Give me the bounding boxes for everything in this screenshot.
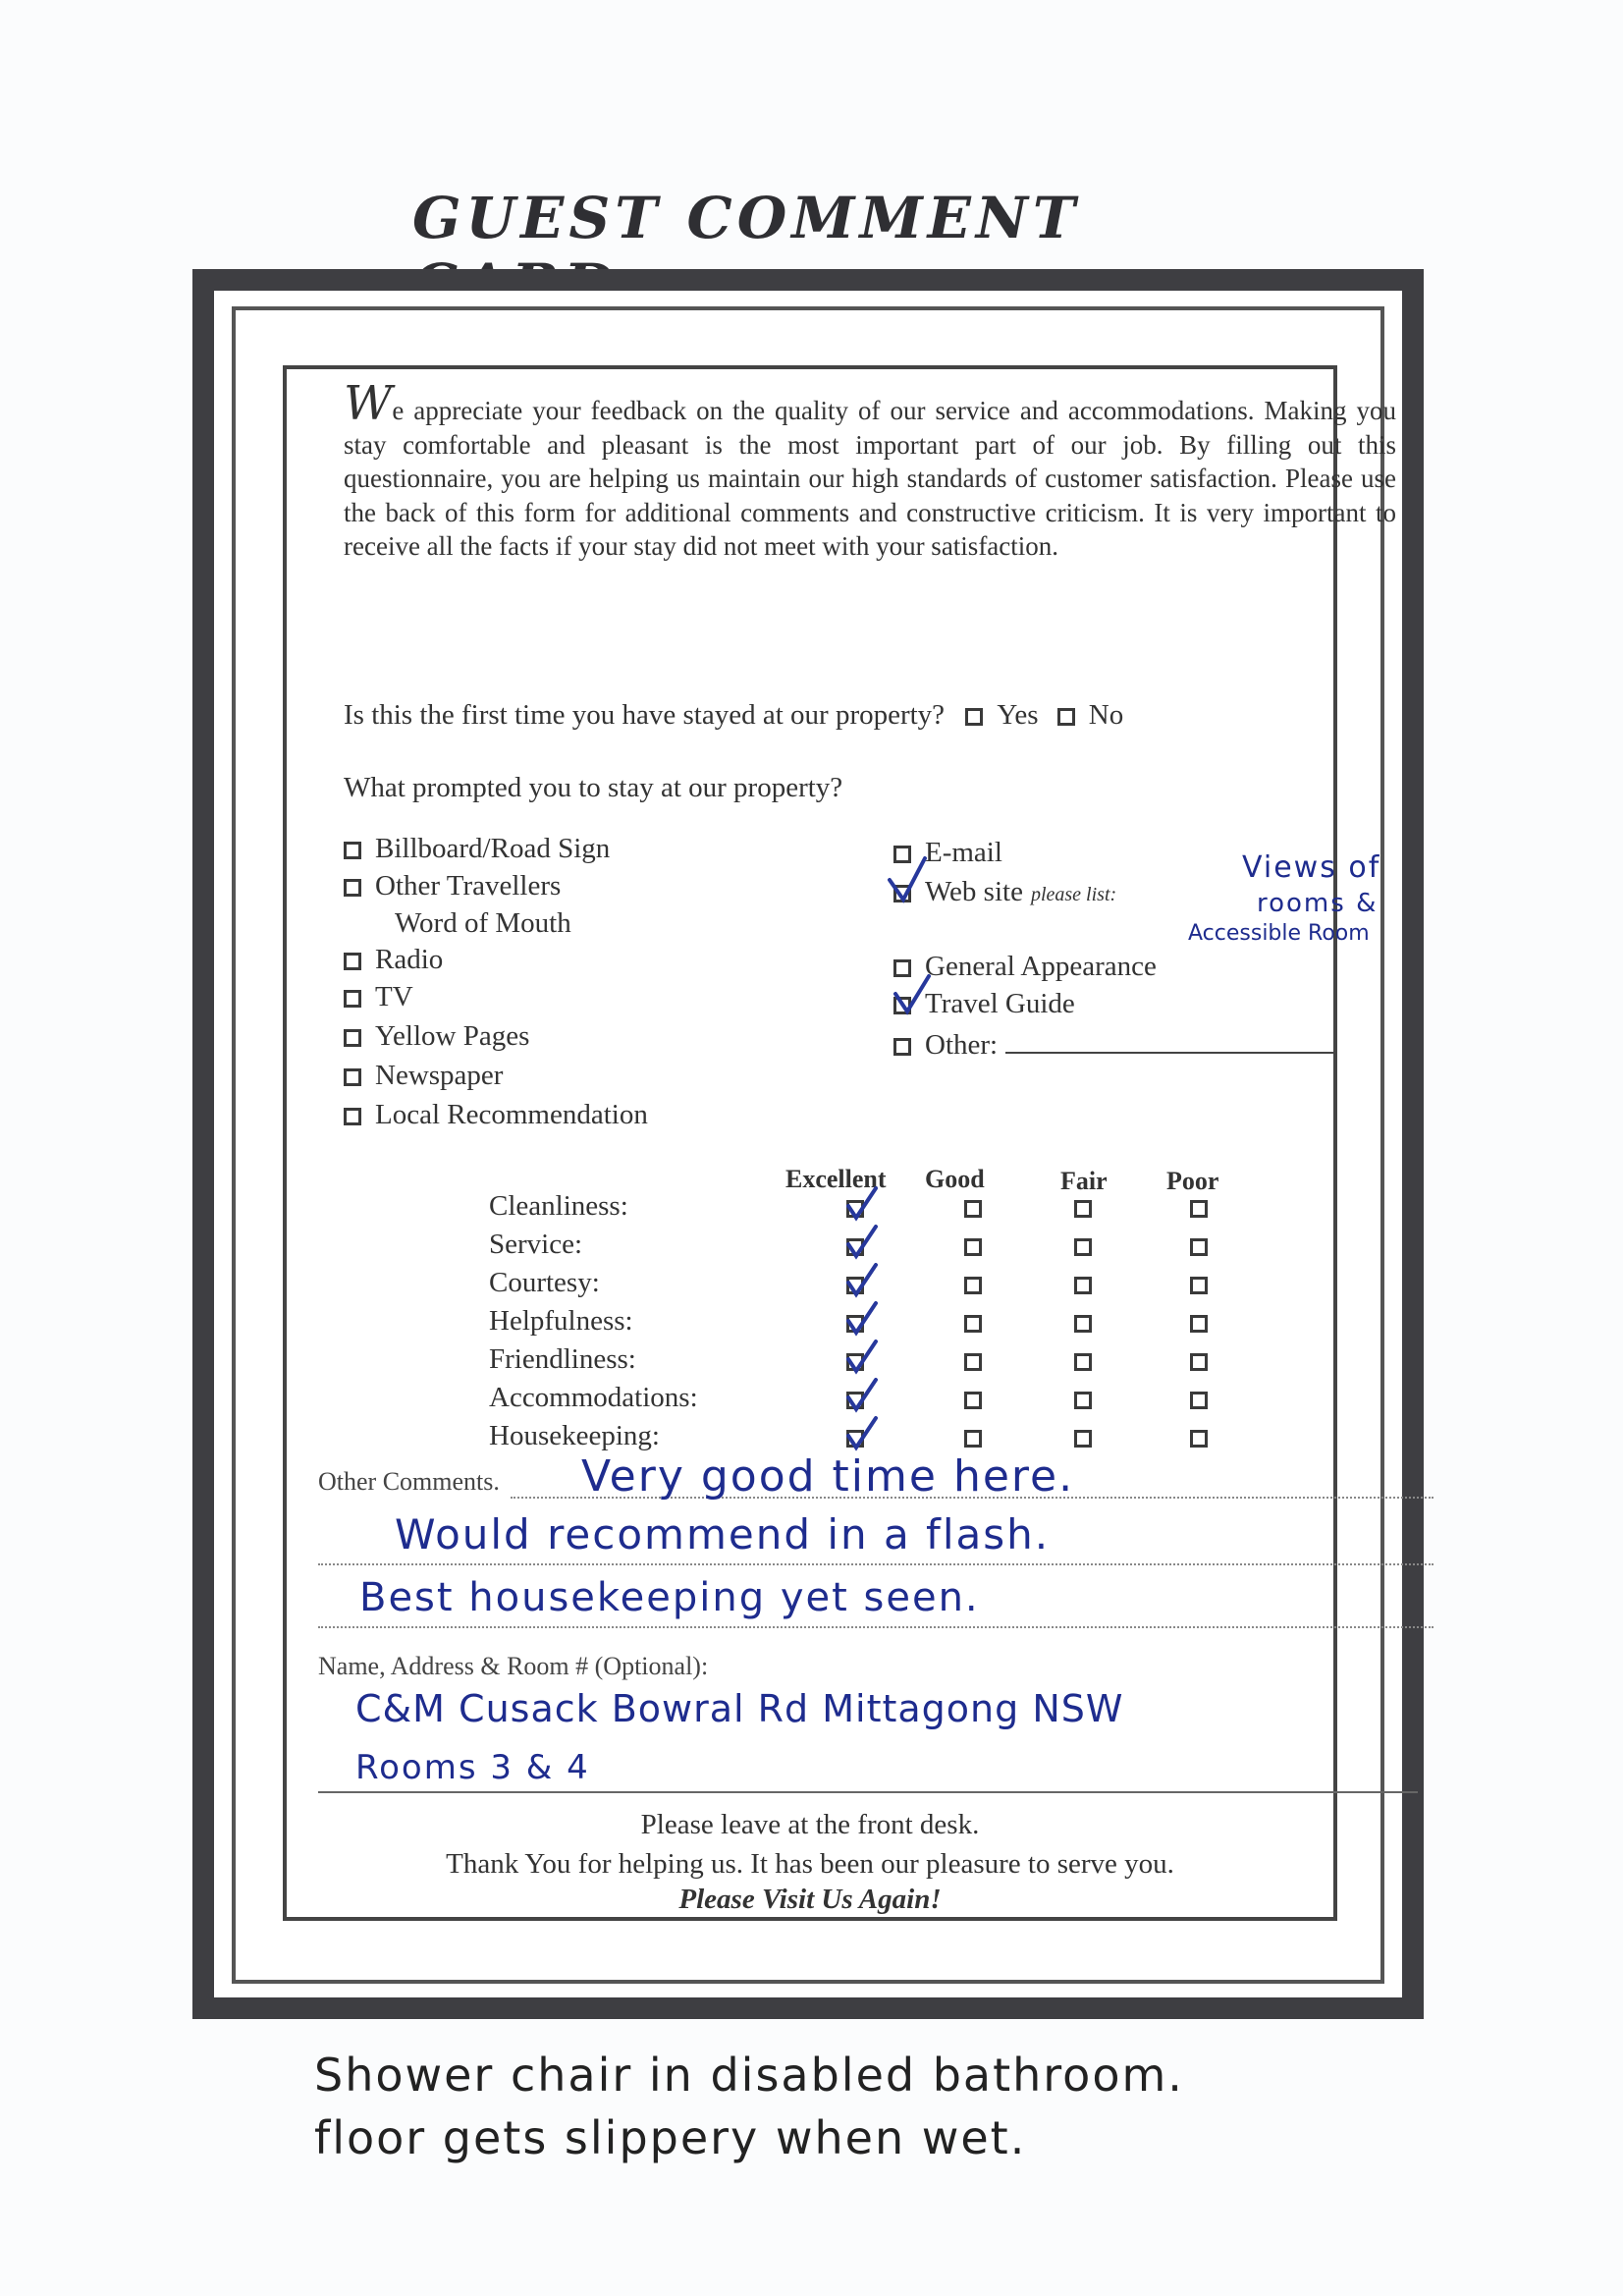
- comments-line-3: [318, 1626, 1434, 1628]
- option-tv-label: TV: [375, 981, 413, 1012]
- option-radio-label: Radio: [375, 944, 444, 975]
- rating-checkbox-cleanliness-poor[interactable]: [1190, 1200, 1208, 1218]
- criterion-friendliness: Friendliness:: [489, 1343, 636, 1375]
- website-checkmark-icon: [884, 854, 931, 905]
- name-answer-2: Rooms 3 & 4: [355, 1748, 590, 1787]
- option-billboard-label: Billboard/Road Sign: [375, 833, 611, 864]
- option-website-label: Web site: [925, 876, 1023, 907]
- other-comments-label: Other Comments.: [318, 1467, 500, 1496]
- no-label: No: [1088, 699, 1124, 731]
- rating-tick-cleanliness-icon: [844, 1186, 880, 1222]
- rating-checkbox-helpfulness-fair[interactable]: [1074, 1315, 1092, 1333]
- rating-checkbox-accommodations-good[interactable]: [964, 1392, 982, 1409]
- criterion-housekeeping: Housekeeping:: [489, 1420, 660, 1451]
- rating-checkbox-friendliness-good[interactable]: [964, 1353, 982, 1371]
- bottom-note-1: Shower chair in disabled bathroom.: [314, 2049, 1184, 2102]
- option-travel-guide-label: Travel Guide: [925, 988, 1075, 1019]
- rating-tick-accommodations-icon: [844, 1378, 880, 1413]
- other-checkbox[interactable]: [893, 1038, 911, 1056]
- rating-checkbox-courtesy-fair[interactable]: [1074, 1277, 1092, 1294]
- criterion-courtesy: Courtesy:: [489, 1267, 600, 1298]
- card-title: GUEST COMMENT: [412, 185, 1081, 251]
- footer-thank-you: Thank You for helping us. It has been our pleasure to serve you.: [446, 1848, 1174, 1880]
- rating-checkbox-helpfulness-poor[interactable]: [1190, 1315, 1208, 1333]
- rating-checkbox-accommodations-fair[interactable]: [1074, 1392, 1092, 1409]
- option-local-recommendation[interactable]: [344, 1099, 648, 1131]
- newspaper-checkbox[interactable]: [344, 1068, 361, 1086]
- option-yellow-pages[interactable]: [344, 1020, 529, 1053]
- option-billboard[interactable]: [344, 833, 610, 865]
- option-other-travellers-label: Other Travellers: [375, 870, 562, 902]
- local-recommendation-checkbox[interactable]: [344, 1108, 361, 1125]
- yellow-pages-checkbox[interactable]: [344, 1029, 361, 1047]
- website-answer-1: Views of: [1242, 850, 1381, 885]
- comments-answer-1: Very good time here.: [581, 1451, 1075, 1502]
- rating-checkbox-courtesy-poor[interactable]: [1190, 1277, 1208, 1294]
- criterion-cleanliness: Cleanliness:: [489, 1190, 628, 1222]
- first-time-question: Is this the first time you have stayed at our property?: [344, 699, 946, 731]
- option-radio[interactable]: [344, 944, 443, 976]
- rating-tick-service-icon: [844, 1225, 880, 1260]
- rating-tick-friendliness-icon: [844, 1339, 880, 1375]
- rating-header-poor: Poor: [1166, 1167, 1219, 1195]
- option-tv[interactable]: [344, 981, 413, 1013]
- criterion-helpfulness: Helpfulness:: [489, 1305, 633, 1337]
- rating-checkbox-service-poor[interactable]: [1190, 1238, 1208, 1256]
- option-general-appearance[interactable]: [893, 951, 1157, 983]
- rating-checkbox-cleanliness-fair[interactable]: [1074, 1200, 1092, 1218]
- option-general-appearance-label: General Appearance: [925, 951, 1157, 982]
- footer-leave-desk: Please leave at the front desk.: [640, 1809, 980, 1840]
- rating-header-excellent: Excellent: [785, 1165, 887, 1193]
- other-travellers-checkbox[interactable]: [344, 879, 361, 897]
- intro-paragraph: [344, 376, 1396, 564]
- option-other-travellers[interactable]: [344, 870, 561, 902]
- name-address-label: Name, Address & Room # (Optional):: [318, 1652, 709, 1680]
- intro-dropcap: W: [344, 376, 393, 431]
- option-word-of-mouth-label: Word of Mouth: [395, 907, 571, 939]
- rating-tick-courtesy-icon: [844, 1263, 880, 1298]
- website-answer-3: Accessible Room: [1188, 921, 1370, 946]
- option-newspaper[interactable]: [344, 1060, 503, 1092]
- website-hint: please list:: [1030, 884, 1117, 905]
- option-other-label: Other:: [925, 1029, 999, 1061]
- option-other[interactable]: [893, 1029, 1335, 1062]
- yes-label: Yes: [997, 699, 1039, 731]
- rating-checkbox-cleanliness-good[interactable]: [964, 1200, 982, 1218]
- option-yellow-pages-label: Yellow Pages: [375, 1020, 530, 1052]
- rating-checkbox-housekeeping-good[interactable]: [964, 1430, 982, 1448]
- option-newspaper-label: Newspaper: [375, 1060, 504, 1091]
- name-answer-1: C&M Cusack Bowral Rd Mittagong NSW: [355, 1687, 1124, 1730]
- tv-checkbox[interactable]: [344, 990, 361, 1008]
- bottom-note-2: floor gets slippery when wet.: [314, 2111, 1027, 2164]
- other-input-line[interactable]: [1005, 1032, 1335, 1054]
- option-local-recommendation-label: Local Recommendation: [375, 1099, 648, 1130]
- rating-checkbox-helpfulness-good[interactable]: [964, 1315, 982, 1333]
- footer-visit-again: Please Visit Us Again!: [678, 1884, 942, 1915]
- no-checkbox[interactable]: [1057, 708, 1075, 726]
- comments-answer-2: Would recommend in a flash.: [395, 1510, 1051, 1558]
- name-line-2: [318, 1791, 1418, 1793]
- rating-checkbox-service-fair[interactable]: [1074, 1238, 1092, 1256]
- radio-checkbox[interactable]: [344, 953, 361, 970]
- billboard-checkbox[interactable]: [344, 842, 361, 859]
- first-time-question-row: [344, 699, 1123, 732]
- rating-checkbox-housekeeping-fair[interactable]: [1074, 1430, 1092, 1448]
- rating-header-fair: Fair: [1060, 1167, 1108, 1195]
- rating-checkbox-housekeeping-poor[interactable]: [1190, 1430, 1208, 1448]
- yes-checkbox[interactable]: [965, 708, 983, 726]
- travel-guide-checkmark-icon: [892, 972, 933, 1015]
- criterion-accommodations: Accommodations:: [489, 1382, 698, 1413]
- comments-answer-3: Best housekeeping yet seen.: [359, 1575, 980, 1620]
- website-answer-2: rooms &: [1257, 889, 1379, 918]
- rating-tick-housekeeping-icon: [844, 1416, 880, 1451]
- option-email-text: E-mail: [925, 837, 1002, 868]
- rating-checkbox-friendliness-poor[interactable]: [1190, 1353, 1208, 1371]
- rating-checkbox-courtesy-good[interactable]: [964, 1277, 982, 1294]
- criterion-service: Service:: [489, 1229, 583, 1260]
- prompted-question: What prompted you to stay at our property?: [344, 772, 843, 803]
- rating-checkbox-friendliness-fair[interactable]: [1074, 1353, 1092, 1371]
- rating-tick-helpfulness-icon: [844, 1301, 880, 1337]
- comments-line-2: [318, 1563, 1434, 1565]
- rating-checkbox-accommodations-poor[interactable]: [1190, 1392, 1208, 1409]
- rating-header-good: Good: [925, 1165, 985, 1193]
- rating-checkbox-service-good[interactable]: [964, 1238, 982, 1256]
- intro-text: e appreciate your feedback on the quality of our service and accommodations. Making you stay comfortable and pleasant is the most important part of our job. By filling out this questionnaire, you are helping us maintain our high standards of customer satisfaction. Please use the back of this form for additional comments and constructive criticism. It is very important to receive all the facts if your stay did not meet with your satisfaction.: [344, 396, 1396, 561]
